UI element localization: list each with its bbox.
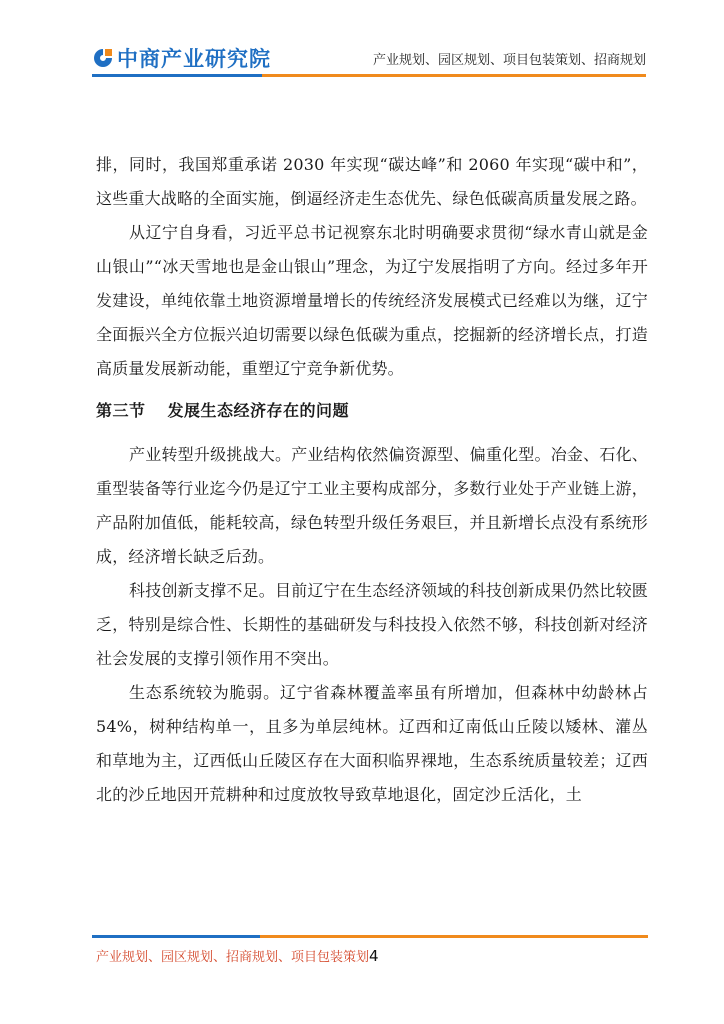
page-number: 4 bbox=[369, 947, 379, 965]
footer bbox=[96, 946, 379, 965]
body-paragraph: 排，同时，我国郑重承诺 2030 年实现“碳达峰”和 2060 年实现“碳中和”，这些重大战略的全面实施，倒逼经济走生态优先、绿色低碳高质量发展之路。 bbox=[96, 155, 648, 208]
section-heading bbox=[96, 394, 648, 428]
footer-divider-orange bbox=[260, 935, 648, 938]
footer-text: 产业规划、园区规划、招商规划、项目包装策划 bbox=[96, 950, 370, 965]
body-paragraph: 科技创新支撑不足。目前辽宁在生态经济领域的科技创新成果仍然比较匮乏，特别是综合性、长期性的基础研发与科技投入依然不够，科技创新对经济社会发展的支撑引领作用不突出。 bbox=[96, 581, 648, 668]
page-body bbox=[96, 148, 648, 812]
company-logo-icon bbox=[92, 47, 114, 69]
section-number: 第三节 bbox=[96, 401, 146, 420]
body-paragraph: 生态系统较为脆弱。辽宁省森林覆盖率虽有所增加，但森林中幼龄林占 54%，树种结构单一，且多为单层纯林。辽西和辽南低山丘陵以矮林、灌丛和草地为主，辽西低山丘陵区存在大面积临界裸地，生态系统质量较差；辽西北的沙丘地因开荒耕种和过度放牧导致草地退化，固定沙丘活化，土 bbox=[96, 683, 648, 804]
header-divider-orange bbox=[262, 74, 646, 77]
header-tagline: 产业规划、园区规划、项目包装策划、招商规划 bbox=[372, 53, 646, 68]
body-paragraph: 产业转型升级挑战大。产业结构依然偏资源型、偏重化型。冶金、石化、重型装备等行业迄今仍是辽宁工业主要构成部分，多数行业处于产业链上游，产品附加值低，能耗较高，绿色转型升级任务艰巨，并且新增长点没有系统形成，经济增长缺乏后劲。 bbox=[96, 445, 648, 566]
section-title: 发展生态经济存在的问题 bbox=[167, 401, 350, 420]
logo-text: 中商产业研究院 bbox=[117, 47, 271, 71]
header-divider-blue bbox=[92, 74, 262, 77]
body-paragraph: 从辽宁自身看，习近平总书记视察东北时明确要求贯彻“绿水青山就是金山银山”“冰天雪地也是金山银山”理念，为辽宁发展指明了方向。经过多年开发建设，单纯依靠土地资源增量增长的传统经济发展模式已经难以为继，辽宁全面振兴全方位振兴迫切需要以绿色低碳为重点，挖掘新的经济增长点，打造高质量发展新动能，重塑辽宁竞争新优势。 bbox=[96, 223, 648, 378]
company-logo bbox=[92, 44, 271, 72]
footer-divider-blue bbox=[92, 935, 260, 938]
